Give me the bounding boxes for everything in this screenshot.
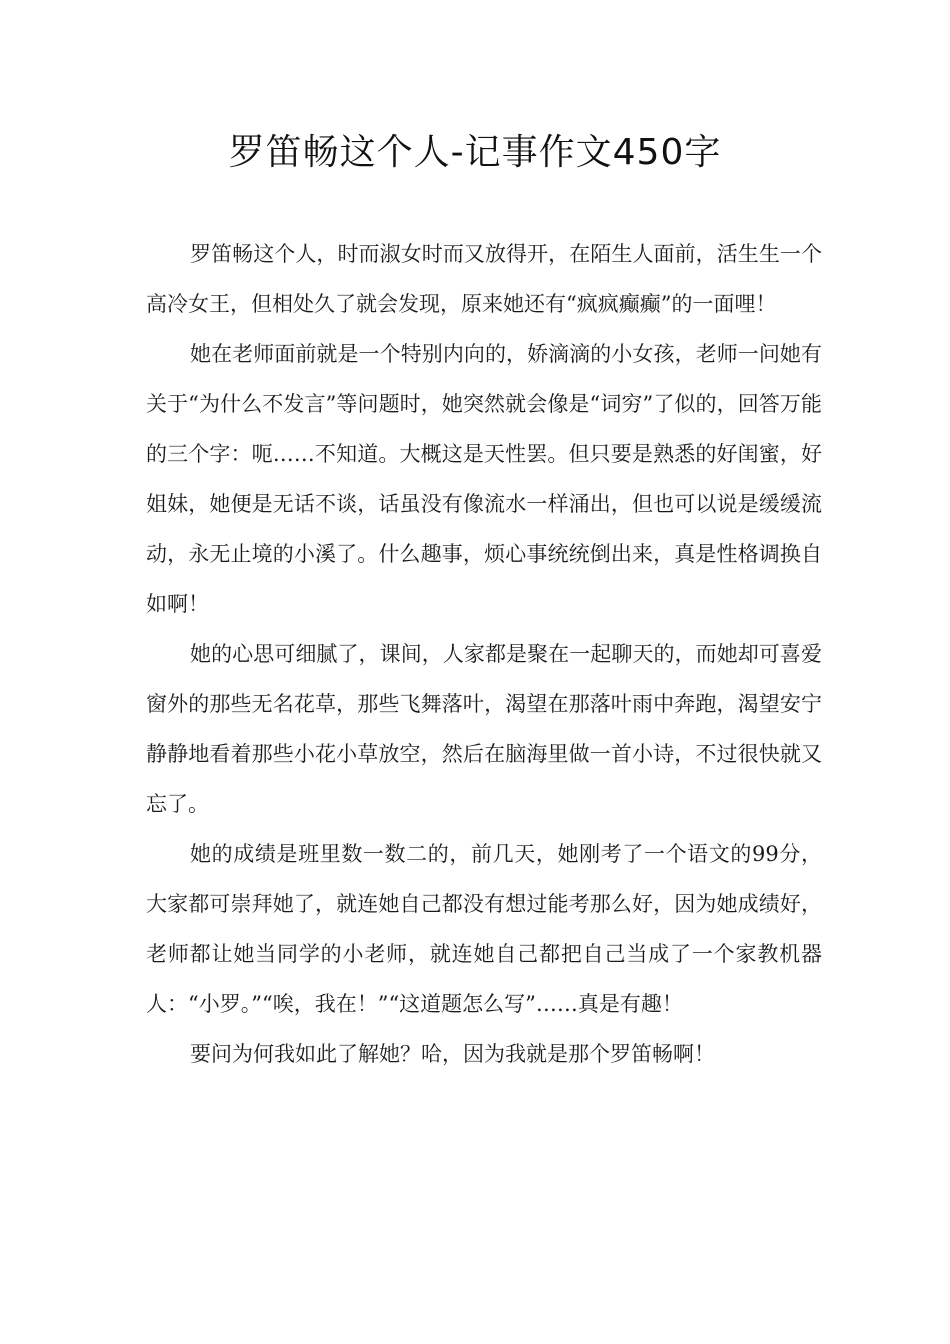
paragraph-4: 她的成绩是班里数一数二的，前几天，她刚考了一个语文的99分，大家都可崇拜她了，就连她自己都没有想过能考那么好，因为她成绩好，老师都让她当同学的小老师，就连她自己都把自己当成了一个家教机器人：“小罗。”“唉，我在！”“这道题怎么写”……真是有趣！ xyxy=(146,842,822,1016)
paragraph-5: 要问为何我如此了解她？哈，因为我就是那个罗笛畅啊！ xyxy=(190,1042,715,1066)
document-title: 罗笛畅这个人-记事作文450字 xyxy=(228,132,722,173)
document-body xyxy=(146,229,822,1079)
paragraph-1: 罗笛畅这个人，时而淑女时而又放得开，在陌生人面前，活生生一个高冷女王，但相处久了就会发现，原来她还有“疯疯癫癫”的一面哩！ xyxy=(146,242,822,316)
paragraph-3: 她的心思可细腻了，课间，人家都是聚在一起聊天的，而她却可喜爱窗外的那些无名花草，那些飞舞落叶，渴望在那落叶雨中奔跑，渴望安宁静静地看着那些小花小草放空，然后在脑海里做一首小诗，不过很快就又忘了。 xyxy=(146,642,822,816)
paragraph-2: 她在老师面前就是一个特别内向的，娇滴滴的小女孩，老师一问她有关于“为什么不发言”等问题时，她突然就会像是“词穷”了似的，回答万能的三个字：呃……不知道。大概这是天性罢。但只要是熟悉的好闺蜜，好姐妹，她便是无话不谈，话虽没有像流水一样涌出，但也可以说是缓缓流动，永无止境的小溪了。什么趣事，烦心事统统倒出来，真是性格调换自如啊！ xyxy=(146,342,822,616)
